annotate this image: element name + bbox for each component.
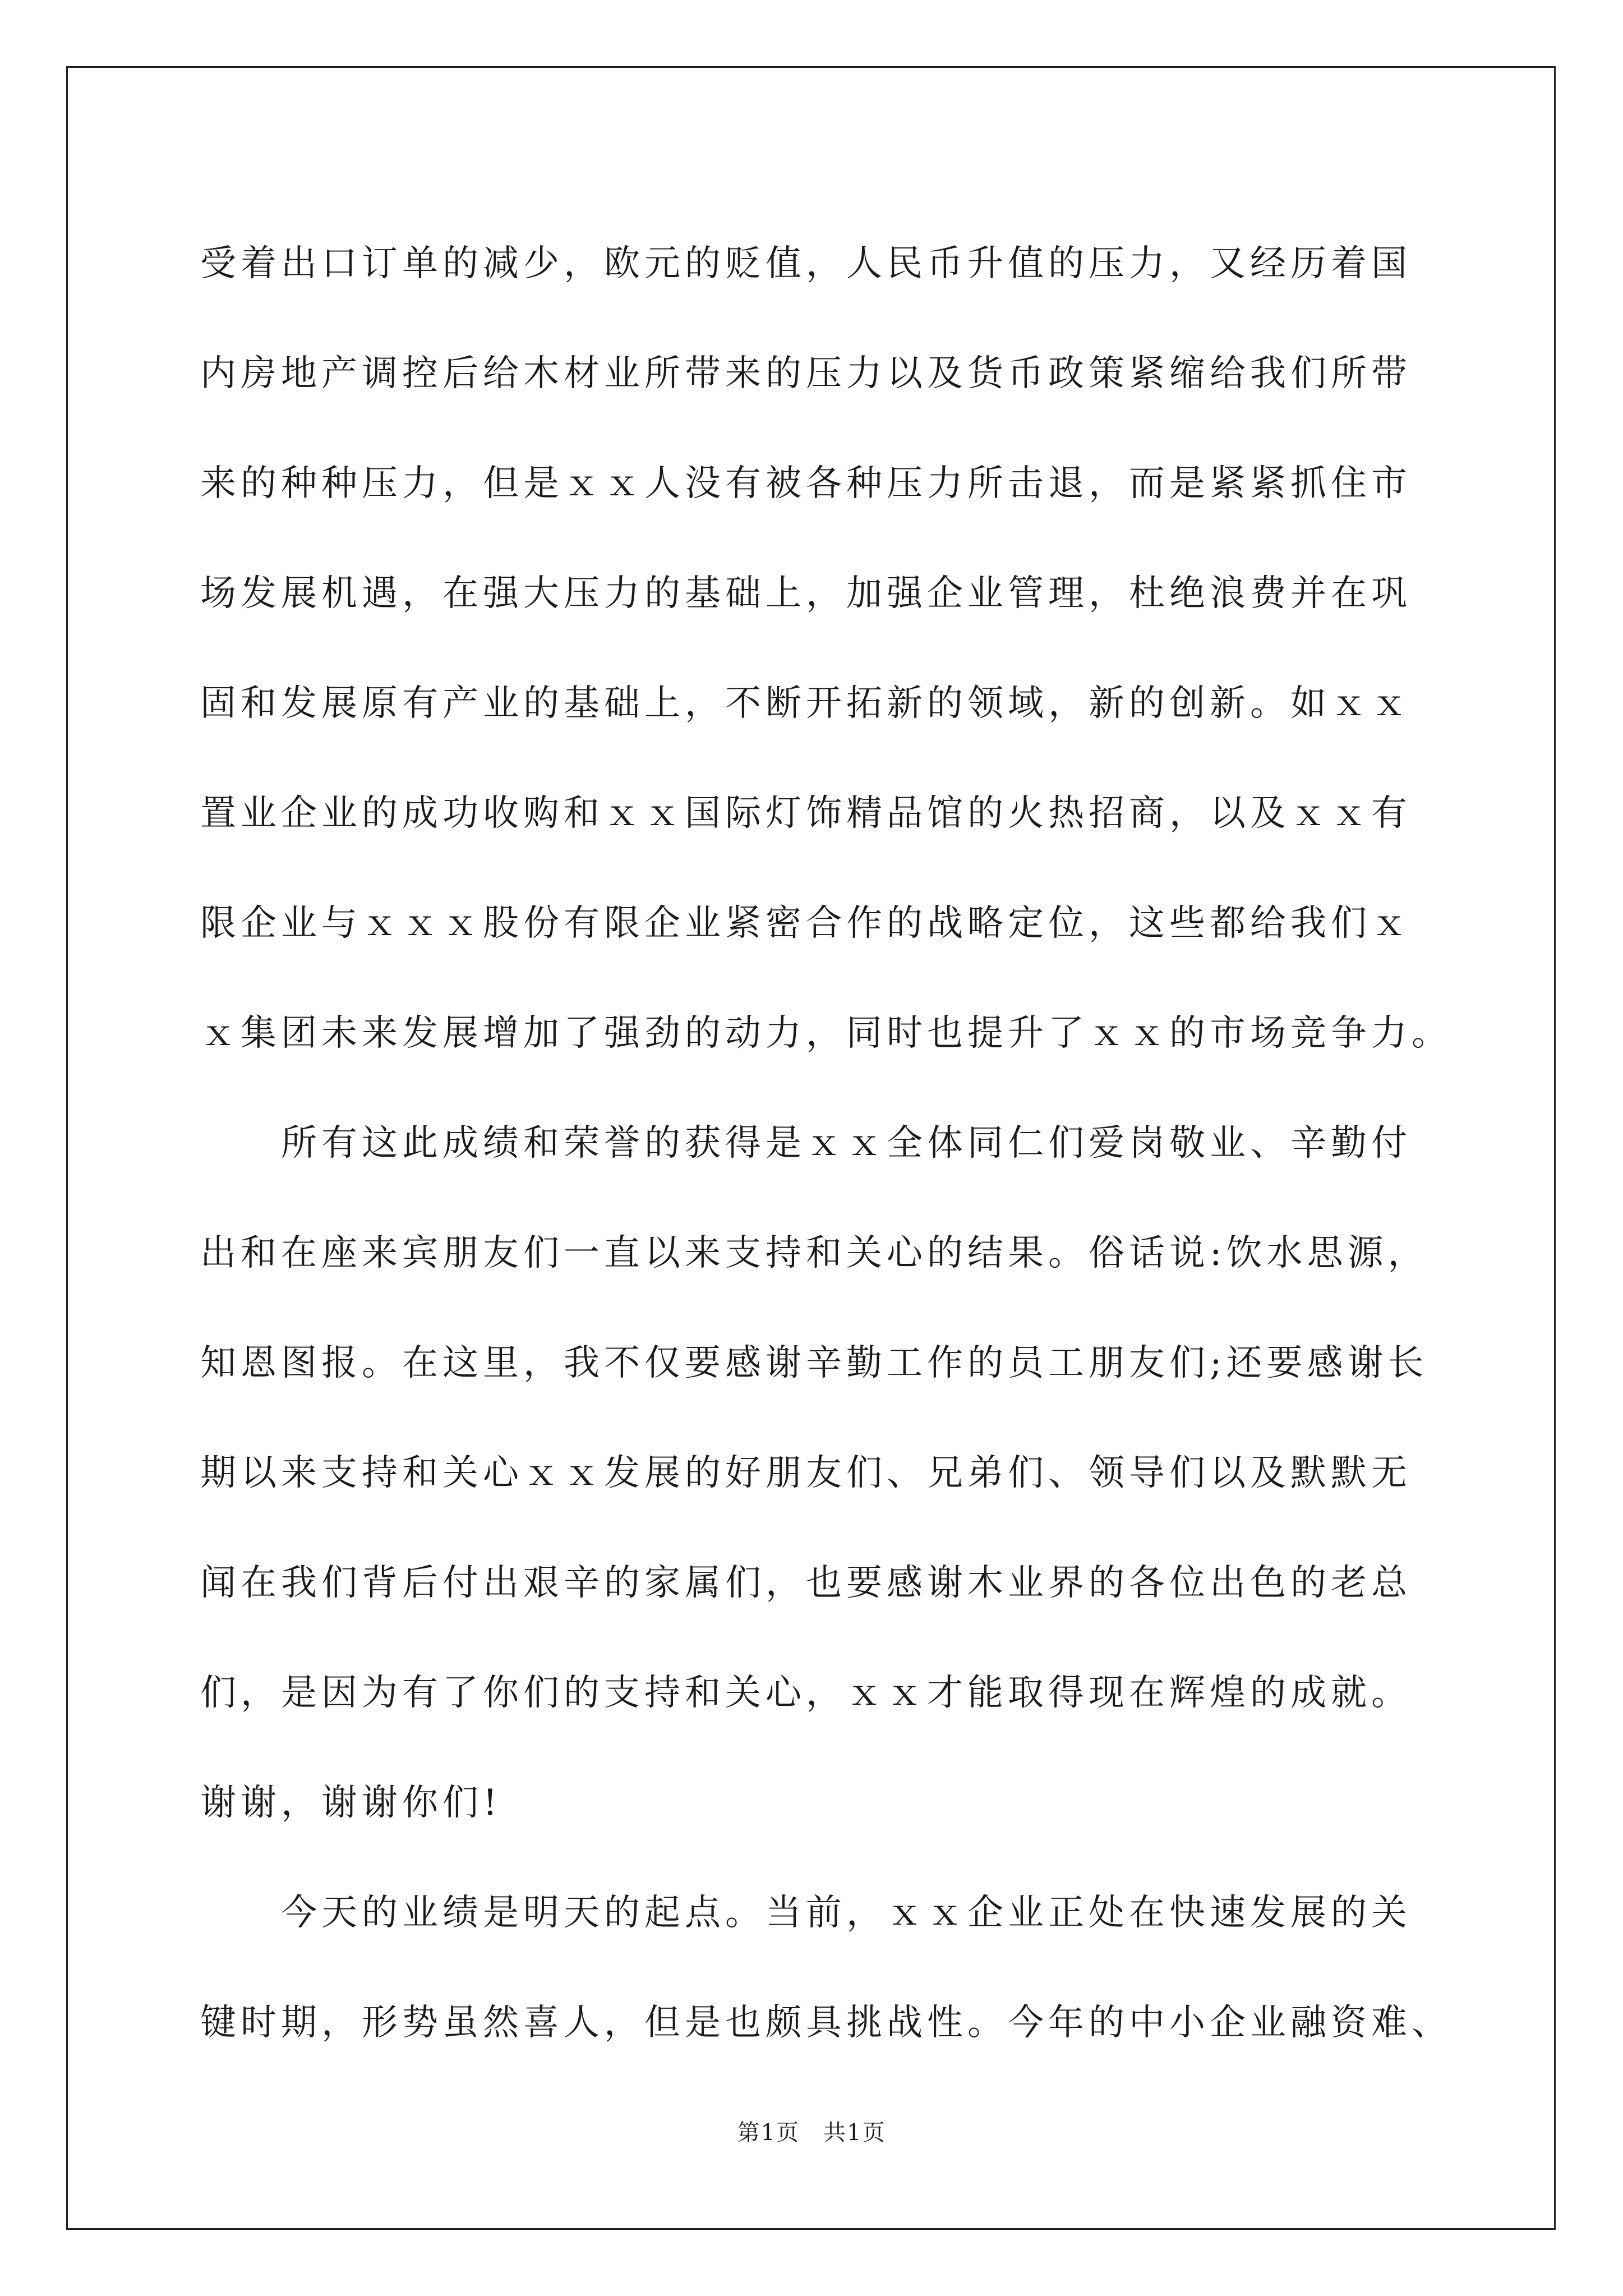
text-line: 来的种种压力，但是ｘｘ人没有被各种压力所击退，而是紧紧抓住市 xyxy=(200,463,1412,504)
text-line: 期以来支持和关心ｘｘ发展的好朋友们、兄弟们、领导们以及默默无 xyxy=(200,1452,1412,1494)
text-line: ｘ集团未来发展增加了强劲的动力，同时也提升了ｘｘ的市场竞争力。 xyxy=(200,1013,1452,1054)
text-line: 置业企业的成功收购和ｘｘ国际灯饰精品馆的火热招商，以及ｘｘ有 xyxy=(200,793,1412,834)
text-line: 们，是因为有了你们的支持和关心，ｘｘ才能取得现在辉煌的成就。 xyxy=(200,1672,1412,1714)
text-line: 内房地产调控后给木材业所带来的压力以及货币政策紧缩给我们所带 xyxy=(200,353,1412,394)
text-line: 限企业与ｘｘｘ股份有限企业紧密合作的战略定位，这些都给我们ｘ xyxy=(200,903,1412,944)
text-line: 闻在我们背后付出艰辛的家属们，也要感谢木业界的各位出色的老总 xyxy=(200,1562,1412,1604)
text-line: 键时期，形势虽然喜人，但是也颇具挑战性。今年的中小企业融资难、 xyxy=(200,2002,1452,2044)
text-line: 固和发展原有产业的基础上，不断开拓新的领域，新的创新。如ｘｘ xyxy=(200,683,1412,724)
text-line: 受着出口订单的减少，欧元的贬值，人民币升值的压力，又经历着国 xyxy=(200,243,1412,284)
paragraph-start-line: 今天的业绩是明天的起点。当前，ｘｘ企业正处在快速发展的关 xyxy=(281,1892,1412,1934)
text-line: 场发展机遇，在强大压力的基础上，加强企业管理，杜绝浪费并在巩 xyxy=(200,573,1412,614)
document-body xyxy=(200,209,1452,2078)
text-line: 知恩图报。在这里，我不仅要感谢辛勤工作的员工朋友们;还要感谢长 xyxy=(200,1342,1428,1384)
text-line: 谢谢，谢谢你们! xyxy=(200,1782,502,1824)
text-line: 出和在座来宾朋友们一直以来支持和关心的结果。俗话说:饮水思源， xyxy=(200,1232,1428,1274)
paragraph-start-line: 所有这此成绩和荣誉的获得是ｘｘ全体同仁们爱岗敬业、辛勤付 xyxy=(281,1122,1412,1164)
page-footer: 第1页 共1页 xyxy=(737,2120,886,2146)
